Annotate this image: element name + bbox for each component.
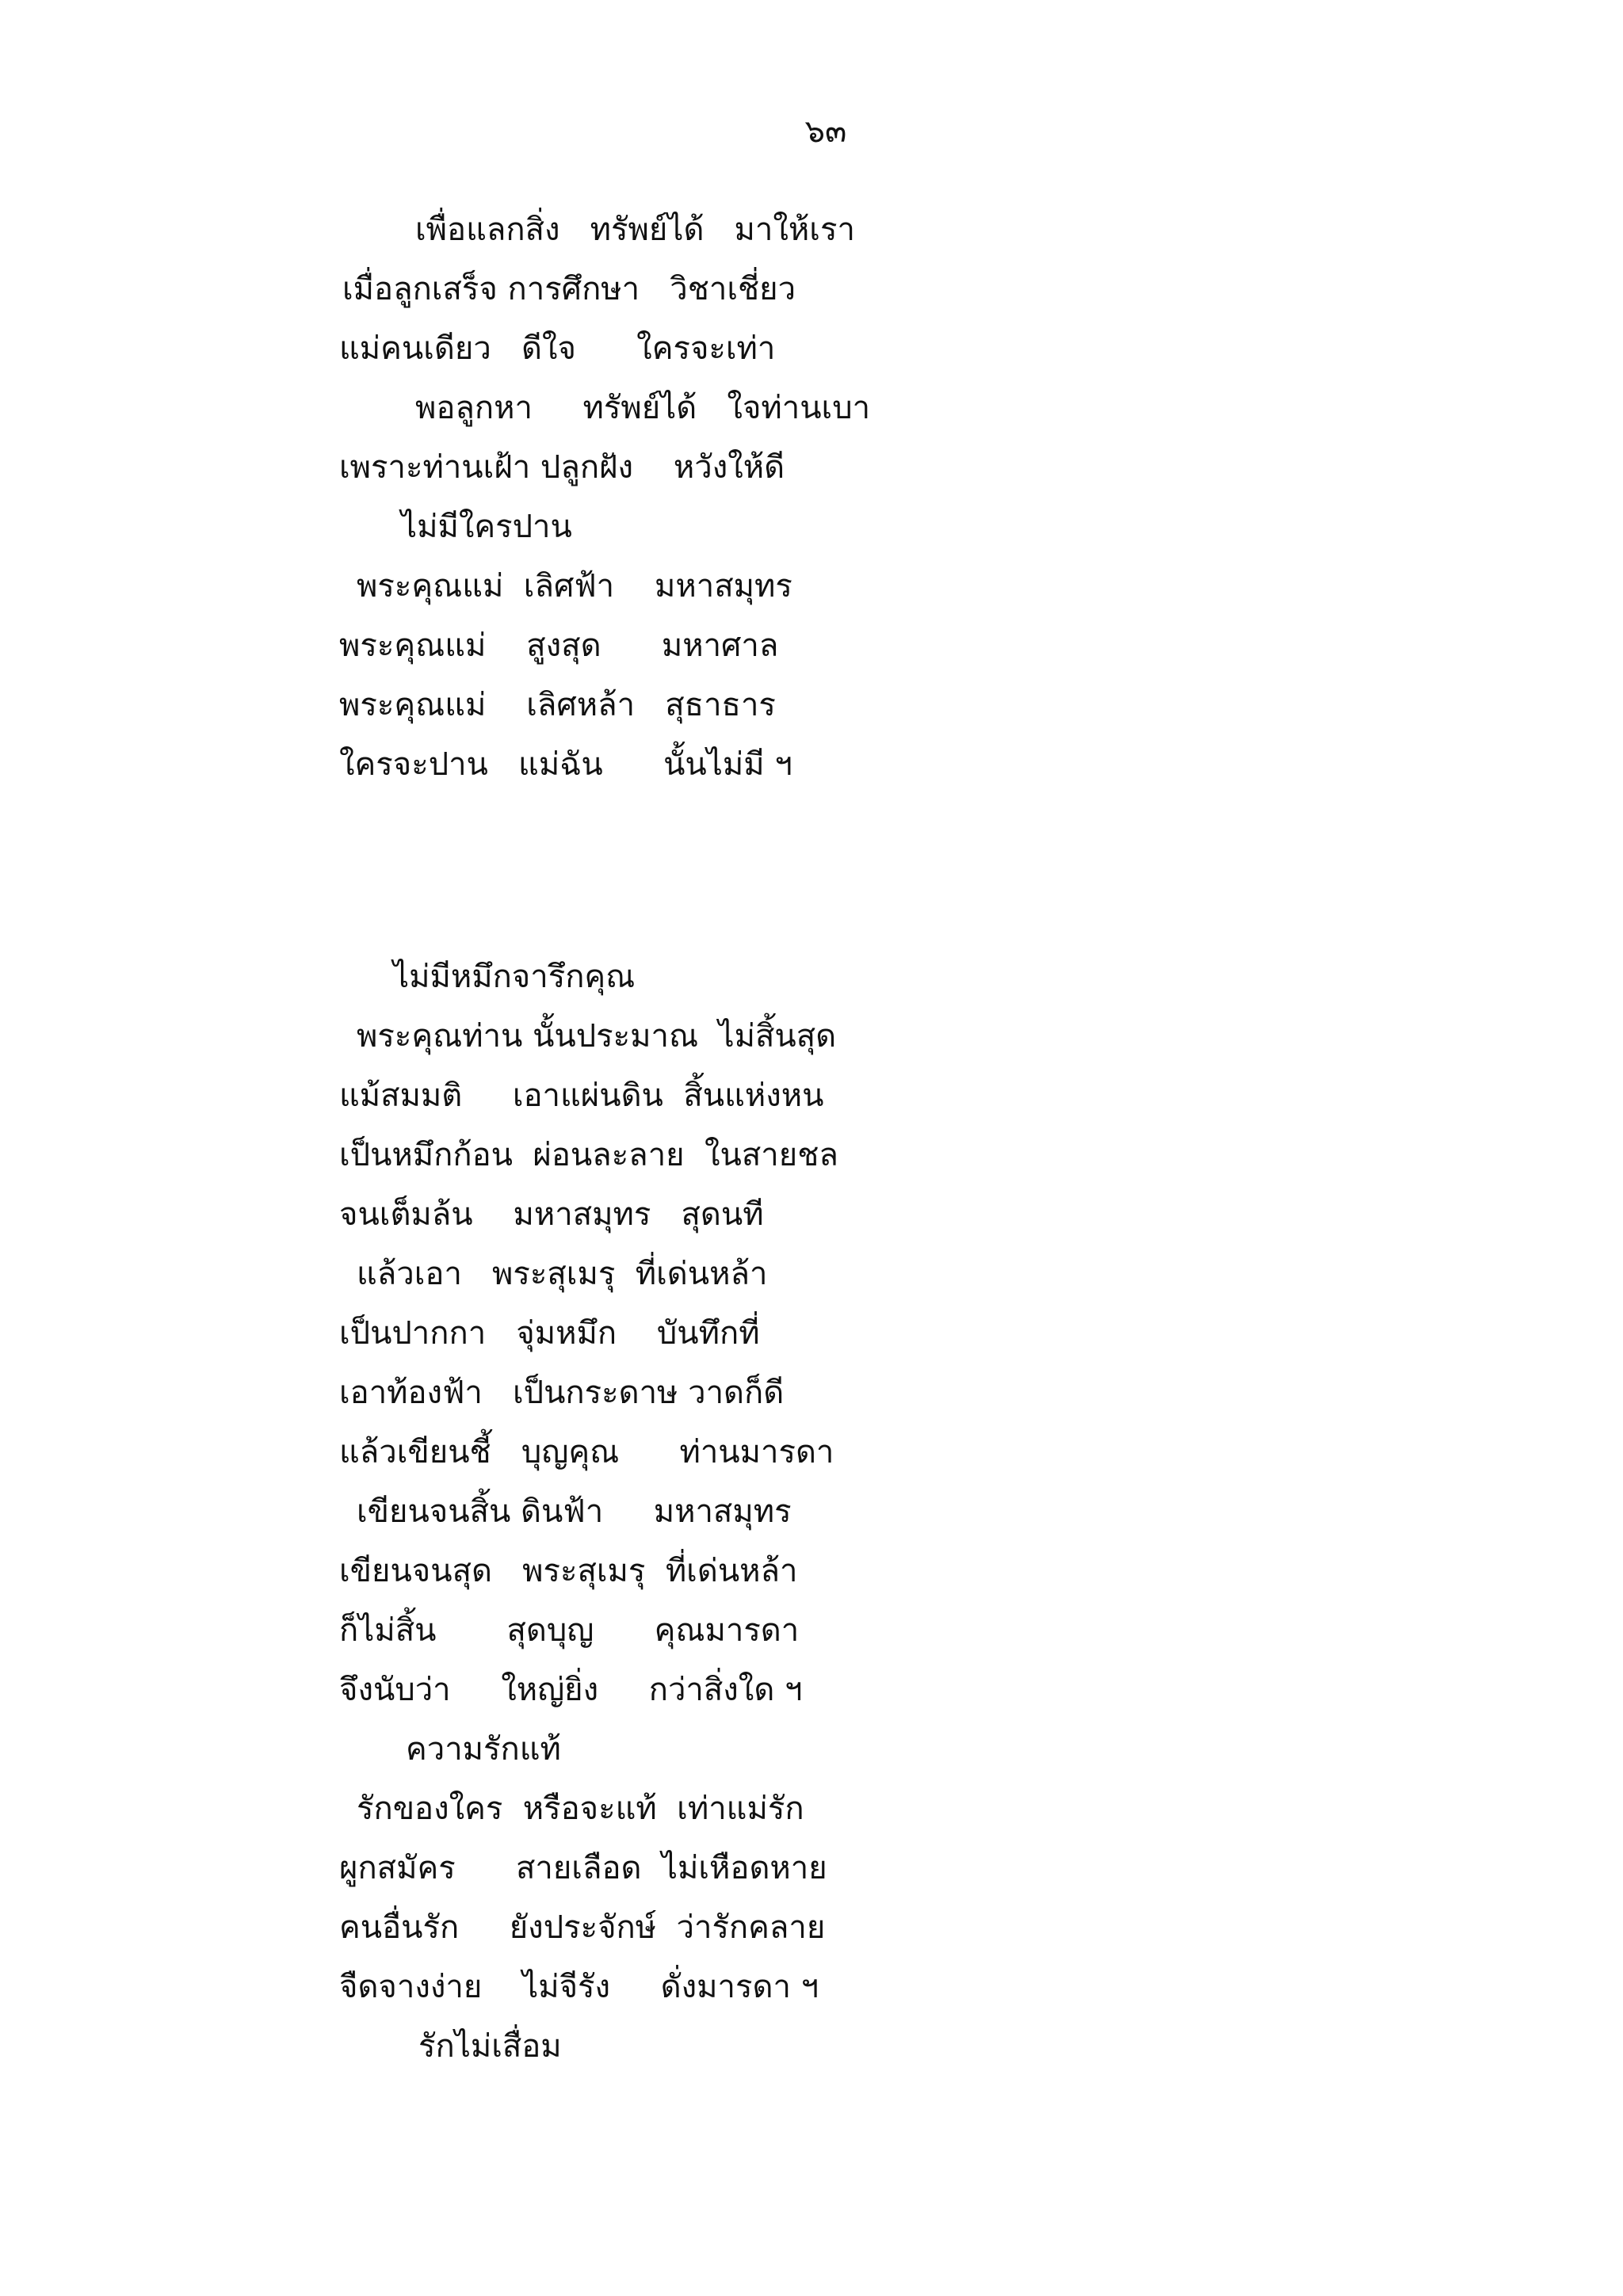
- poem-line: ก็ไม่สิ้น สุดบุญ คุณมารดา: [339, 1612, 800, 1649]
- poem-line: เอาท้องฟ้า เป็นกระดาษ วาดก็ดี: [339, 1375, 785, 1411]
- page-number: ๖๓: [804, 113, 847, 150]
- poem-line: แล้วเอา พระสุเมรุ ที่เด่นหล้า: [357, 1256, 768, 1292]
- poem-line: พระคุณแม่ สูงสุด มหาศาล: [339, 627, 779, 664]
- poem-line: พระคุณแม่ เลิศฟ้า มหาสมุทร: [357, 568, 792, 605]
- poem-line: เขียนจนสุด พระสุเมรุ ที่เด่นหล้า: [339, 1553, 798, 1589]
- poem-line: เป็นปากกา จุ่มหมึก บันทึกที่: [339, 1315, 760, 1352]
- poem-title: ไม่มีใครปาน: [401, 509, 572, 545]
- poem-line: ผูกสมัคร สายเลือด ไม่เหือดหาย: [339, 1850, 827, 1886]
- poem-line: แล้วเขียนชี้ บุญคุณ ท่านมารดา: [339, 1434, 834, 1470]
- poem-line: เมื่อลูกเสร็จ การศึกษา วิชาเชี่ยว: [342, 271, 796, 307]
- poem-line: เขียนจนสิ้น ดินฟ้า มหาสมุทร: [357, 1493, 792, 1530]
- poem-title: ไม่มีหมึกจารึกคุณ: [393, 959, 636, 995]
- poem-line: พระคุณแม่ เลิศหล้า สุธาธาร: [339, 687, 776, 723]
- poem-line: จืดจางง่าย ไม่จีรัง ดั่งมารดา ฯ: [339, 1969, 819, 2005]
- poem-line: พระคุณท่าน นั้นประมาณ ไม่สิ้นสุด: [357, 1018, 837, 1055]
- poem-line: แม้สมมติ เอาแผ่นดิน สิ้นแห่งหน: [339, 1077, 824, 1114]
- poem-line: จนเต็มล้น มหาสมุทร สุดนที: [339, 1196, 764, 1233]
- poem-line: เพราะท่านเฝ้า ปลูกฝัง หวังให้ดี: [339, 449, 785, 486]
- poem-line: แม่คนเดียว ดีใจ ใครจะเท่า: [339, 330, 776, 367]
- poem-title: ความรักแท้: [406, 1731, 561, 1768]
- poem-line: พอลูกหา ทรัพย์ได้ ใจท่านเบา: [415, 390, 871, 426]
- poem-line: รักของใคร หรือจะแท้ เท่าแม่รัก: [357, 1791, 804, 1827]
- poem-line: เป็นหมึกก้อน ผ่อนละลาย ในสายชล: [339, 1137, 838, 1173]
- poem-line: เพื่อแลกสิ่ง ทรัพย์ได้ มาให้เรา: [415, 212, 855, 248]
- poem-title: รักไม่เสื่อม: [418, 2028, 562, 2065]
- poem-line: จึงนับว่า ใหญ่ยิ่ง กว่าสิ่งใด ฯ: [339, 1672, 803, 1708]
- poem-line: คนอื่นรัก ยังประจักษ์ ว่ารักคลาย: [339, 1909, 826, 1946]
- poem-line: ใครจะปาน แม่ฉัน นั้นไม่มี ฯ: [339, 746, 792, 783]
